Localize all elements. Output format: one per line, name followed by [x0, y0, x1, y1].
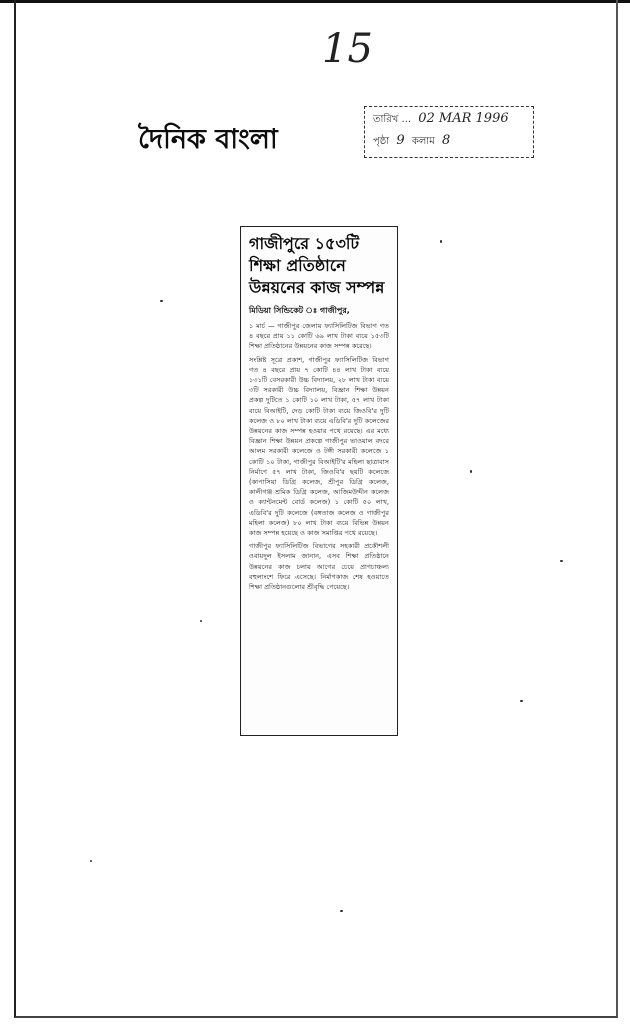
stamp-date-row — [373, 109, 513, 129]
scan-speck — [560, 560, 563, 562]
article-paragraph-3: গাজীপুর ফ্যাসিলিটিজ বিভাগের সহকারী প্রকৌশলী ওবায়দুল ইসলাম জানান, এসব শিক্ষা প্রতিষ্ঠানে উন্নয়নের কাজ চলায় আগের চেয়ে প্রাণচাঞ্চল্য বহুলাংশে ফিরে এসেছে। নির্মাণকাজ শেষ হওয়াতে শিক্ষা প্রতিষ্ঠানগুলোর শ্রীবৃদ্ধি পেয়েছে। — [249, 542, 389, 592]
article-paragraph-2: সংশ্লিষ্ট সূত্রে প্রকাশ, গাজীপুর ফ্যাসিলিটিজ বিভাগ গত ৪ বছরে প্রায় ৭ কোটি ৪৪ লাখ টাকা ব্যয়ে ১৩১টি বেসরকারী উচ্চ বিদ্যালয়, ২৮ লাখ টাকা ব্যয়ে ৩টি সরকারী উচ্চ বিদ্যালয়, বিজ্ঞান শিক্ষা উন্নয়ন প্রকল্প দুটিতে ১ কোটি ১০ লাখ টাকা, ৫৭ লাখ টাকা ব্যয়ে বিআইটি, দেড় কোটি টাকা ব্যয়ে জিওবি'র দুটি কলেজ ও ৮০ লাখ টাকা ব্যয়ে এডিবি'র দুটি কলেজের উন্নয়নের কাজ সম্পন্ন হওয়ার পথে রয়েছে। এর মধ্যে বিজ্ঞান শিক্ষা উন্নয়ন প্রকল্পে গাজীপুর ভাওয়াল বদরে আলম সরকারী কলেজে ও টঙ্গী সরকারী কলেজে ১ কোটি ১০ টাকা, গাজীপুর বিআইটি'র মহিলা ছাত্রাবাস নির্মাণে ৫৭ লাখ টাকা, জিওবি'র ছয়টি কলেজে (কাপাসিয়া ডিগ্রি কলেজ, শ্রীপুর ডিগ্রি কলেজ, কালীগঞ্জ শ্রমিক ডিগ্রি কলেজ, আজিমউদ্দীন কলেজ ও ক্যান্টনমেন্ট বোর্ড কলেজ) ১ কোটি ৫০ লাখ, এডিবি'র দুটি কলেজে (বঙ্গতাজ কলেজ ও গাজীপুর মহিলা কলেজ) ৮০ লাখ টাকা ব্যয়ে বিভিন্ন উন্নয়ন কাজ সম্পন্ন হয়েছে ও কাজ সমাপ্তির পথে রয়েছে। — [249, 355, 389, 538]
article-byline: মিডিয়া সিন্ডিকেট ঃ গাজীপুর, — [249, 306, 350, 315]
scan-speck — [520, 700, 523, 702]
article-paragraph-1: ১ মার্চ — গাজীপুর জেলায় ফ্যাসিলিটিজ বিভাগ গত ৪ বছরে প্রায় ১১ কোটি ৬৯ লাখ টাকা ব্যয়ে ১৫৩টি শিক্ষা প্রতিষ্ঠানের উন্নয়নের কাজ সম্পন্ন করেছে। — [249, 322, 389, 351]
stamp-date-label: তারিখ ... — [373, 114, 412, 125]
article-headline: গাজীপুরে ১৫৩টি শিক্ষা প্রতিষ্ঠানে উন্নয়নের কাজ সম্পন্ন — [249, 234, 385, 297]
handwritten-page-number: 15 — [322, 26, 373, 72]
scan-speck — [90, 860, 92, 862]
stamp-date-value: 02 MAR 1996 — [418, 111, 509, 126]
news-clipping — [240, 226, 398, 736]
scan-speck — [200, 620, 202, 622]
stamp-column-value: 8 — [441, 133, 451, 148]
date-stamp — [364, 106, 534, 158]
newspaper-masthead: দৈনিক বাংলা — [138, 124, 278, 155]
stamp-page-value: 9 — [396, 133, 405, 148]
stamp-page-row — [373, 131, 454, 151]
scan-speck — [340, 910, 343, 912]
stamp-page-label: পৃষ্ঠা — [373, 136, 390, 147]
scan-speck — [160, 300, 163, 302]
scan-speck — [470, 470, 472, 473]
scan-speck — [440, 240, 442, 243]
stamp-column-label: কলাম — [411, 136, 435, 147]
